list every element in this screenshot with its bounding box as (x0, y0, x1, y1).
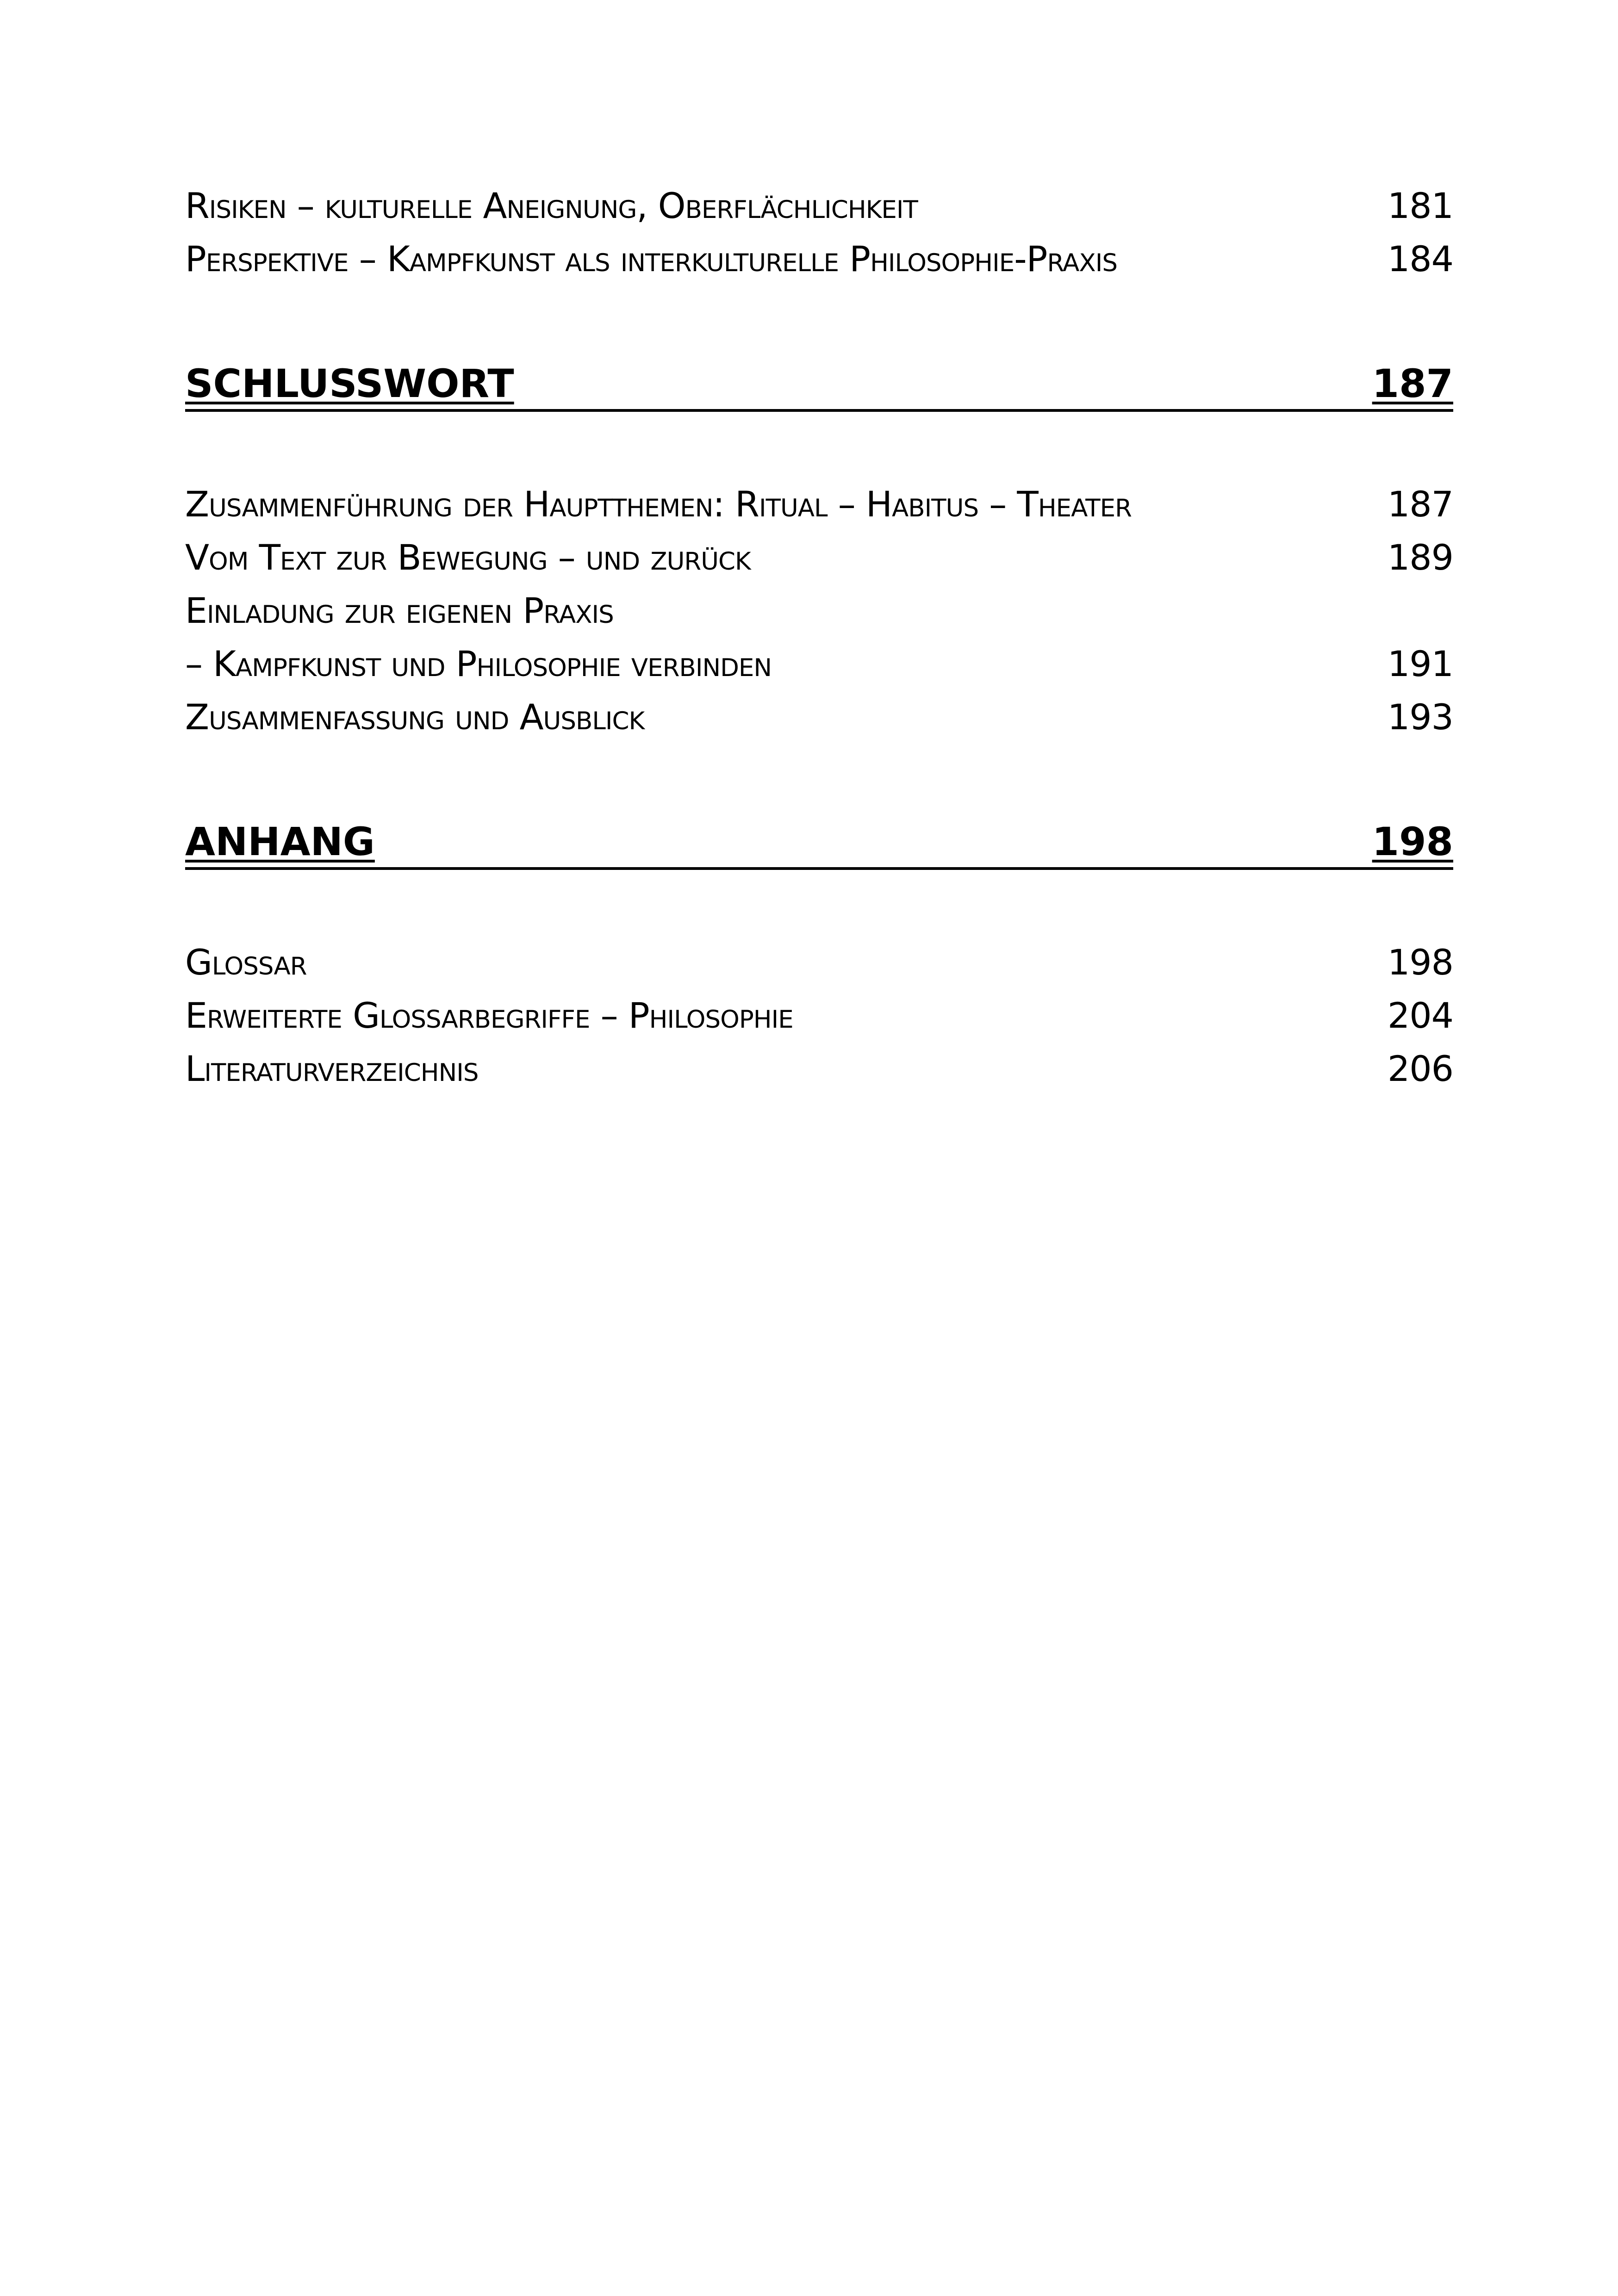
toc-chapter-heading (185, 361, 1453, 412)
toc-entry (185, 995, 1453, 1046)
toc-entry-title: Literaturverzeichnis (185, 1048, 479, 1089)
toc-chapter-heading (185, 819, 1453, 870)
toc-entry (185, 1048, 1453, 1099)
toc-entry-page: 181 (1387, 185, 1453, 226)
toc-entry (185, 484, 1453, 534)
toc-entry (185, 590, 1453, 641)
toc-entry-page: 198 (1387, 942, 1453, 983)
toc-entry-title: Zusammenführung der Hauptthemen: Ritual – Habitus – Theater (185, 484, 1132, 525)
toc-entry-title: Perspektive – Kampfkunst als interkulturelle Philosophie-Praxis (185, 238, 1117, 279)
toc-entry (185, 696, 1453, 747)
toc-entry (185, 238, 1453, 289)
chapter-page: 187 (1372, 361, 1453, 406)
toc-entry-page: 193 (1387, 696, 1453, 738)
toc-entry-title: Zusammenfassung und Ausblick (185, 696, 645, 738)
toc-entry-page: 191 (1387, 643, 1453, 684)
toc-entry-title: Risiken – kulturelle Aneignung, Oberflächlichkeit (185, 185, 918, 226)
toc-entry (185, 942, 1453, 993)
toc-entry-title: Vom Text zur Bewegung – und zurück (185, 537, 751, 578)
toc-entry-page: 204 (1387, 995, 1453, 1036)
toc-entry-title: – Kampfkunst und Philosophie verbinden (185, 643, 772, 684)
toc-entry-page: 187 (1387, 484, 1453, 525)
toc-entry-title: Glossar (185, 942, 307, 983)
toc-entry-title: Erweiterte Glossarbegriffe – Philosophie (185, 995, 793, 1036)
toc-entry-page: 184 (1387, 238, 1453, 279)
toc-entry-title: Einladung zur eigenen Praxis (185, 590, 614, 631)
chapter-title: ANHANG (185, 819, 375, 864)
toc-entry (185, 537, 1453, 588)
toc-entry (185, 185, 1453, 236)
chapter-title: SCHLUSSWORT (185, 361, 514, 406)
chapter-page: 198 (1372, 819, 1453, 864)
toc-entry-page: 189 (1387, 537, 1453, 578)
toc-entry (185, 643, 1453, 694)
toc-entry-page: 206 (1387, 1048, 1453, 1089)
